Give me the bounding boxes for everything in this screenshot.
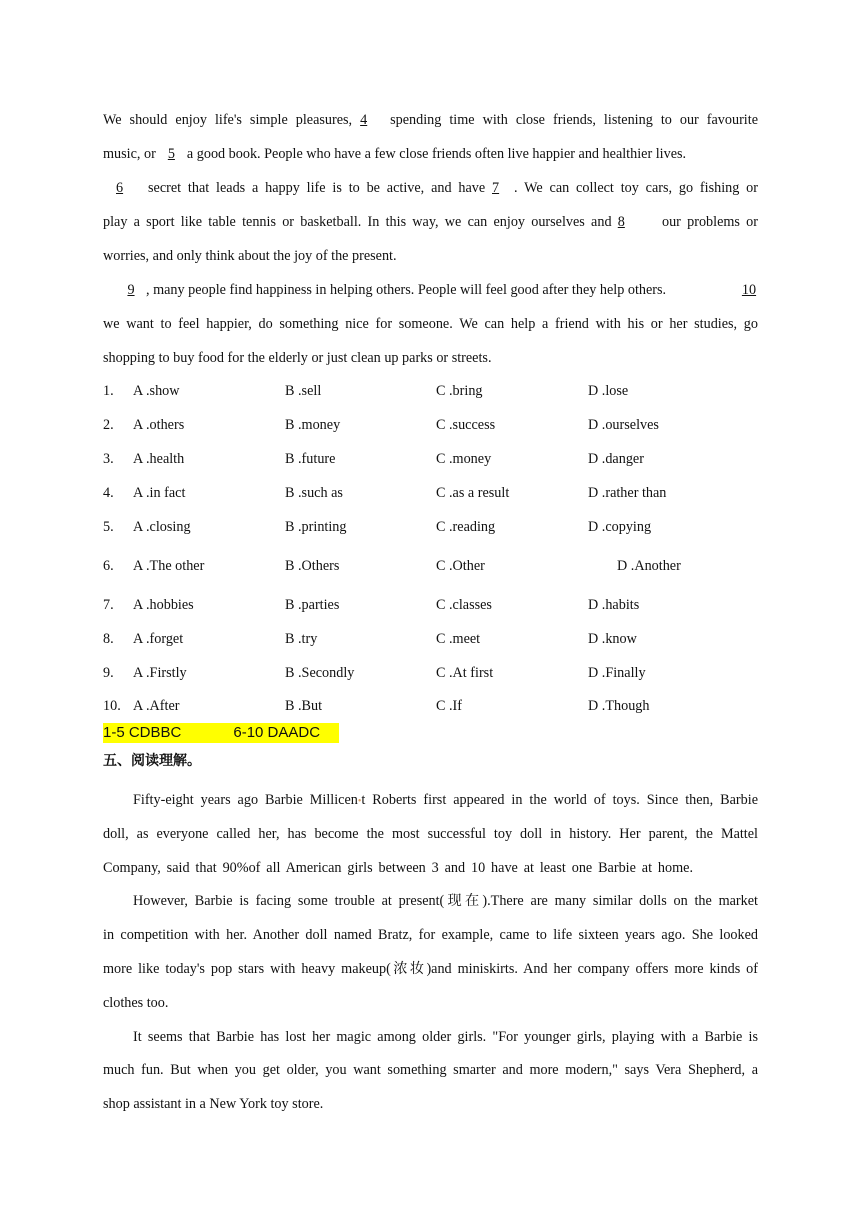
question-number: 4. [103, 485, 114, 501]
question-number: 10. [103, 698, 121, 714]
cloze-text: we want to feel happier, do something nice for someone. We can help a friend with his or her studies, go [103, 316, 758, 332]
question-number: 2. [103, 417, 114, 433]
option-row-8 [103, 630, 758, 648]
option-d: D .Though [588, 698, 650, 714]
cloze-line-1 [103, 111, 758, 129]
question-number: 9. [103, 665, 114, 681]
reading-text: doll, as everyone called her, has become the most successful toy doll in history. Her parent, the Mattel [103, 826, 758, 842]
cloze-text: shopping to buy food for the elderly or just clean up parks or streets. [103, 350, 492, 366]
cloze-text: music, or [103, 146, 160, 162]
option-d: D .rather than [588, 485, 667, 501]
option-a: A .The other [133, 558, 205, 574]
cloze-text: our problems or [655, 214, 758, 230]
option-row-9 [103, 664, 758, 682]
option-a: A .forget [133, 631, 184, 647]
blank-9: 9 [127, 282, 135, 298]
reading-p1-line-1 [133, 791, 758, 811]
cloze-text: worries, and only think about the joy of the present. [103, 248, 397, 264]
reading-p3-line-1 [133, 1028, 758, 1046]
option-d: D .Another [617, 558, 681, 574]
option-a: A .Firstly [133, 665, 187, 681]
option-row-1 [103, 382, 758, 400]
cloze-line-7 [103, 315, 758, 333]
option-c: C .meet [436, 631, 481, 647]
section-title: 五、阅读理解。 [103, 753, 201, 769]
option-a: A .closing [133, 519, 191, 535]
option-b: B .Secondly [285, 665, 355, 681]
reading-text: However, Barbie is facing some trouble at present(现在).There are many similar dolls on the market [133, 893, 758, 909]
option-row-3 [103, 450, 758, 468]
question-number: 5. [103, 519, 114, 535]
option-c: C .money [436, 451, 492, 467]
option-b: B .parties [285, 597, 340, 613]
option-d: D .habits [588, 597, 640, 613]
reading-p3-line-2 [103, 1061, 758, 1079]
cloze-text: We should enjoy life's simple pleasures, [103, 112, 361, 128]
reading-p2-line-3 [103, 960, 758, 978]
blank-7: 7 [492, 180, 500, 196]
cloze-line-6 [116, 281, 758, 299]
edit-mark: • [357, 796, 362, 807]
cloze-text: . We can collect toy cars, go fishing or [514, 180, 758, 196]
reading-text: in competition with her. Another doll named Bratz, for example, came to life sixteen years ago. She looked [103, 927, 758, 943]
option-row-10 [103, 697, 758, 715]
cloze-text: secret that leads a happy life is to be active, and have [148, 180, 493, 196]
option-b: B .Others [285, 558, 340, 574]
question-number: 6. [103, 558, 114, 574]
answer-key-6-10: 6-10 DAADC [233, 724, 321, 741]
option-c: C .Other [436, 558, 485, 574]
option-row-2 [103, 416, 758, 434]
blank-8: 8 [617, 214, 625, 230]
cloze-line-3 [116, 179, 758, 197]
option-a: A .health [133, 451, 185, 467]
option-d: D .ourselves [588, 417, 659, 433]
question-number: 3. [103, 451, 114, 467]
cloze-text: a good book. People who have a few close friends often live happier and healthier lives. [183, 146, 687, 162]
option-row-5 [103, 518, 758, 536]
option-a: A .hobbies [133, 597, 194, 613]
blank-4: 4 [360, 112, 368, 128]
option-c: C .classes [436, 597, 492, 613]
cloze-line-5 [103, 247, 758, 265]
option-row-7 [103, 596, 758, 614]
option-b: B .money [285, 417, 341, 433]
option-row-6 [103, 557, 758, 575]
cloze-line-8 [103, 349, 758, 367]
cloze-text: spending time with close friends, listening to our favourite [390, 112, 758, 128]
reading-text: shop assistant in a New York toy store. [103, 1096, 324, 1112]
reading-text: t Roberts first appeared in the world of toys. Since then, Barbie [361, 792, 758, 808]
cloze-text: , many people find happiness in helping others. People will feel good after they help others. [146, 282, 667, 298]
cloze-line-2 [103, 145, 753, 163]
blank-6: 6 [116, 180, 124, 196]
option-a: A .After [133, 698, 180, 714]
blank-10: 10 [741, 282, 757, 298]
option-c: C .success [436, 417, 496, 433]
reading-p3-line-3 [103, 1095, 758, 1113]
option-d: D .know [588, 631, 637, 647]
reading-p1-line-2 [103, 825, 758, 843]
reading-text: more like today's pop stars with heavy makeup(浓妆)and miniskirts. And her company offers more kinds of [103, 961, 758, 977]
option-b: B .sell [285, 383, 322, 399]
option-row-4 [103, 484, 758, 502]
reading-text: much fun. But when you get older, you want something smarter and more modern," says Vera Shepherd, a [103, 1062, 758, 1078]
option-c: C .as a result [436, 485, 510, 501]
question-number: 7. [103, 597, 114, 613]
reading-p1-line-3 [103, 859, 693, 877]
option-c: C .If [436, 698, 463, 714]
reading-text: clothes too. [103, 995, 169, 1011]
reading-text: Fifty-eight years ago Barbie Millicen [133, 792, 358, 808]
reading-text: It seems that Barbie has lost her magic among older girls. "For younger girls, playing with a Barbie is [133, 1029, 758, 1045]
reading-text: Company, said that 90%of all American girls between 3 and 10 have at least one Barbie at home. [103, 860, 693, 876]
option-b: B .But [285, 698, 323, 714]
option-a: A .in fact [133, 485, 186, 501]
option-b: B .printing [285, 519, 347, 535]
reading-p2-line-1 [133, 892, 758, 910]
question-number: 8. [103, 631, 114, 647]
option-c: C .bring [436, 383, 483, 399]
answer-key-1-5: 1-5 CDBBC [103, 724, 182, 741]
option-a: A .show [133, 383, 180, 399]
option-d: D .copying [588, 519, 652, 535]
option-b: B .future [285, 451, 336, 467]
answer-key [103, 723, 339, 743]
cloze-line-4 [103, 213, 758, 231]
option-c: C .At first [436, 665, 494, 681]
question-number: 1. [103, 383, 114, 399]
cloze-text: play a sport like table tennis or basketball. In this way, we can enjoy ourselves and [103, 214, 618, 230]
option-a: A .others [133, 417, 185, 433]
reading-p2-line-2 [103, 926, 758, 944]
reading-p2-line-4 [103, 994, 758, 1012]
option-c: C .reading [436, 519, 496, 535]
option-d: D .Finally [588, 665, 646, 681]
option-d: D .lose [588, 383, 629, 399]
option-d: D .danger [588, 451, 644, 467]
blank-5: 5 [167, 146, 175, 162]
option-b: B .such as [285, 485, 343, 501]
option-b: B .try [285, 631, 318, 647]
